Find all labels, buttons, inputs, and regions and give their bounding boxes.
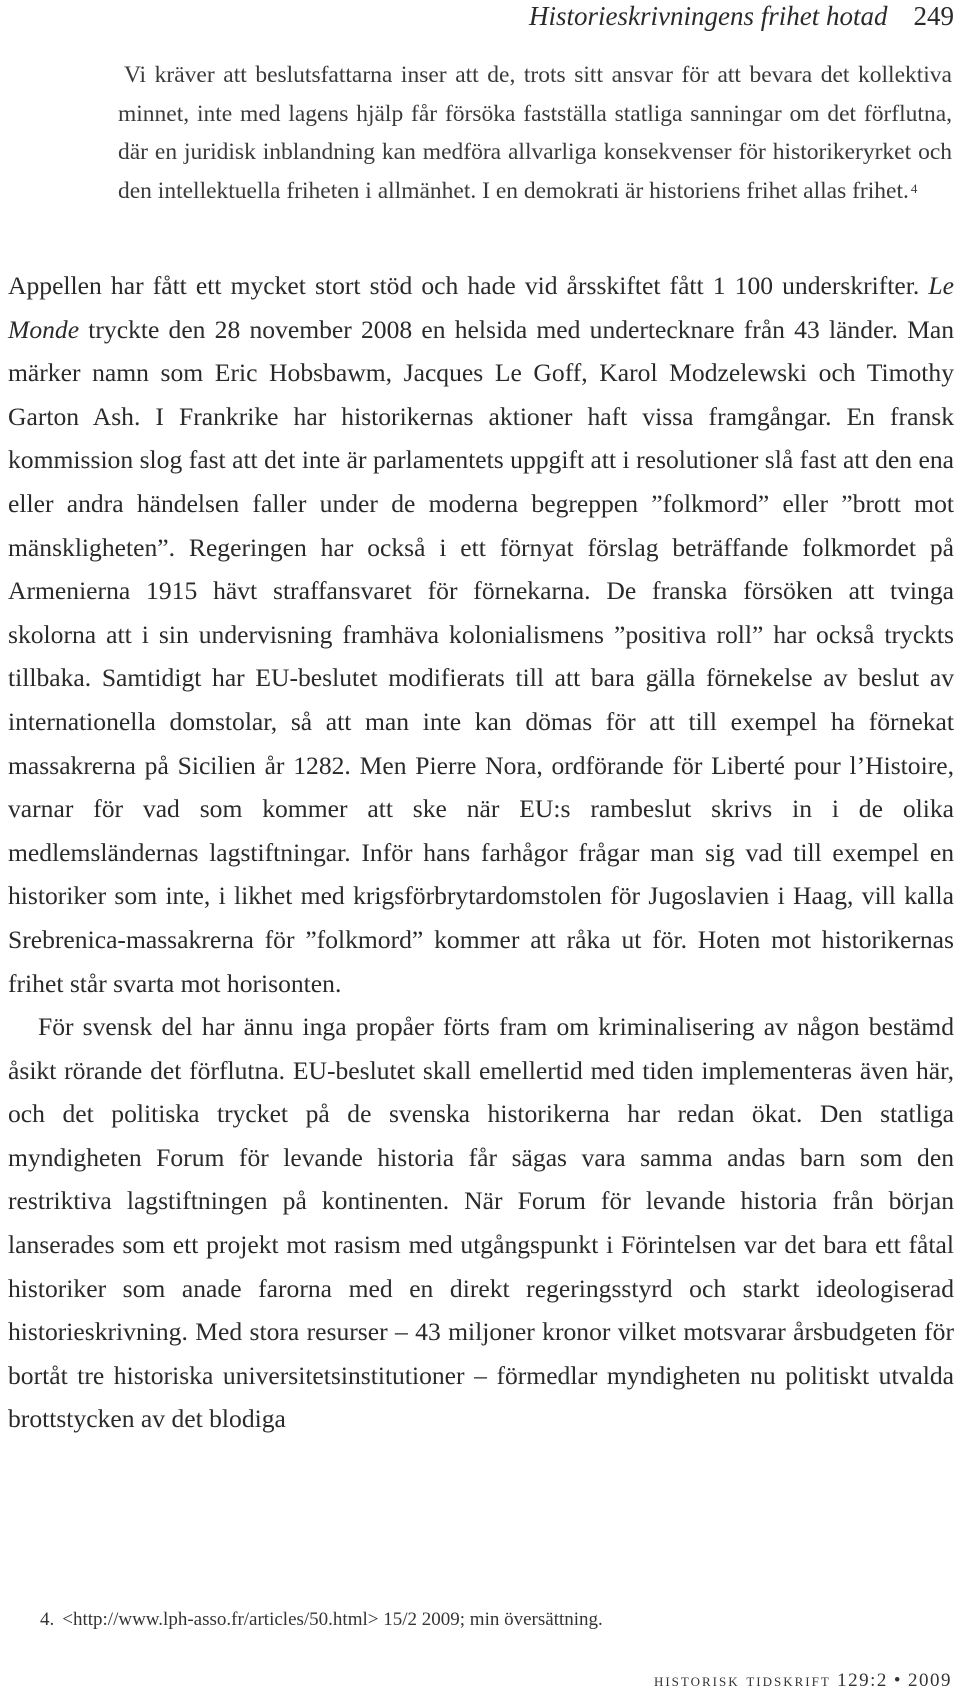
journal-name: historisk tidskrift (653, 1670, 831, 1691)
footnote (40, 1607, 603, 1633)
running-head-title: Historieskrivningens frihet hotad (529, 1, 888, 31)
body-text (8, 264, 954, 1441)
footer-separator: • (893, 1670, 902, 1691)
block-quote-paragraph (118, 56, 952, 210)
paragraph-1-part-2: tryckte den 28 november 2008 en helsida med undertecknare från 43 länder. Man märker namn som Eric Hobsbawm, Jacques Le Goff, Karol Modzelewski och Timothy Garton Ash. I Frankrike har historikernas aktioner haft vissa framgångar. En fransk kommission slog fast att det inte är parlamentets uppgift att i resolutioner slå fast att den ena eller andra händelsen faller under de moderna begreppen ”folkmord” eller ”brott mot mänskligheten”. Regeringen har också i ett förnyat förslag beträffande folkmordet på Armenierna 1915 hävt straffansvaret för förnekarna. De franska försöken att tvinga skolorna att i sin undervisning framhäva kolonialismens ”positiva roll” har också tryckts tillbaka. Samtidigt har EU-beslutet modifierats till att bara gälla förnekelse av beslut av internationella domstolar, så att man inte kan dömas för att till exempel ha förnekat massakrerna på Sicilien år 1282. Men Pierre Nora, ordförande för Liberté pour l’Histoire, varnar för vad som kommer att ske när EU:s rambeslut skrivs in i de olika medlemsländernas lagstiftningar. Inför hans farhågor frågar man sig vad till exempel en historiker som inte, i likhet med krigsförbrytardomstolen för Jugoslavien i Haag, vill kalla Srebrenica-massakrerna för ”folkmord” kommer att råka ut för. Hoten mot historikernas frihet står svarta mot horisonten. (8, 314, 954, 998)
footnote-reference[interactable]: 4 (910, 180, 918, 196)
footnote-text: <http://www.lph-asso.fr/articles/50.html> 15/2 2009; min översättning. (62, 1609, 603, 1630)
paragraph-1-part-1: Appellen har fått ett mycket stort stöd och hade vid årsskiftet fått 1 100 underskrifter. (8, 271, 920, 300)
block-quote (118, 56, 952, 210)
body-paragraph-1 (8, 264, 954, 1005)
journal-issue: 129:2 (837, 1670, 888, 1691)
page-number: 249 (913, 1, 954, 31)
publication-title: Le Monde (8, 271, 955, 344)
running-head (529, 0, 954, 32)
journal-year: 2009 (908, 1670, 952, 1691)
body-paragraph-2: För svensk del har ännu inga propåer förts fram om kriminalisering av någon bestämd åsikt rörande det förflutna. EU-beslutet skall emellertid med tiden implementeras även här, och det politiska trycket på de svenska historikerna har redan ökat. Den statliga myndigheten Forum för levande historia får sägas vara samma andas barn som den restriktiva lagstiftningen på kontinenten. När Forum för levande historia från början lanserades som ett projekt mot rasism med utgångspunkt i Förintelsen var det bara ett fåtal historiker som anade farorna med en direkt regeringsstyrd och starkt ideologiserad historieskrivning. Med stora resurser – 43 miljoner kronor vilket motsvarar årsbudgeten för bortåt tre historiska universitetsinstitutioner – förmedlar myndigheten nu politiskt utvalda brottstycken av det blodiga (8, 1012, 954, 1434)
footnote-number: 4. (40, 1609, 55, 1630)
page-footer (654, 1668, 952, 1694)
block-quote-text: Vi kräver att beslutsfattarna inser att de, trots sitt ansvar för att bevara det kollektiva minnet, inte med lagens hjälp får försöka fastställa statliga sanningar om det förflutna, där en juridisk inblandning kan medföra allvarliga konsekvenser för historikeryrket och den intellektuella friheten i allmänhet. I en demokrati är historiens frihet allas frihet. (118, 62, 952, 204)
